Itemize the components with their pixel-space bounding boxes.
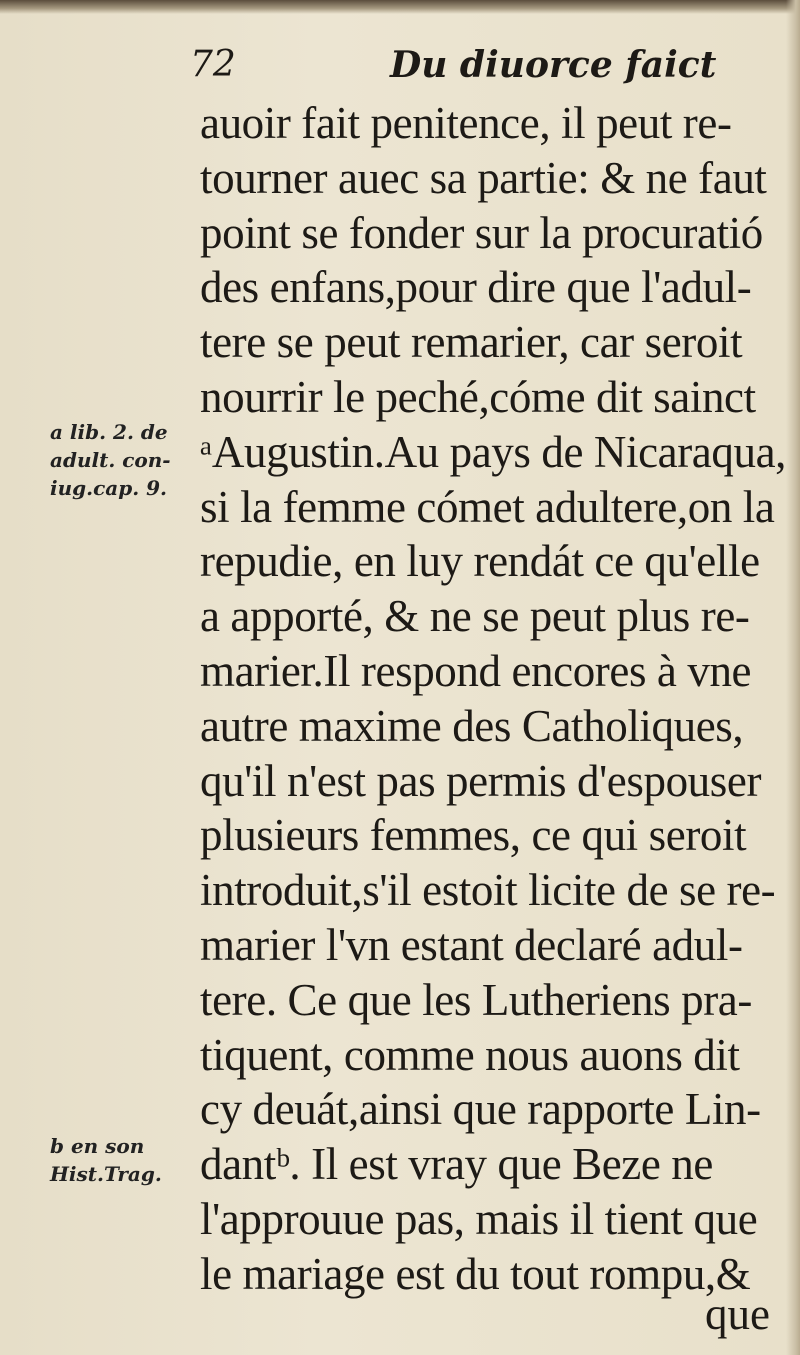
text-line: des enfans,pour dire que l'adul- [200,262,752,313]
marginal-note-a [50,418,200,502]
page-top-edge [0,0,800,14]
page-number: 72 [190,44,236,85]
text-line: plusieurs femmes, ce qui seroit [200,810,747,861]
marginal-note-b [50,1132,200,1188]
text-line: point se fonder sur la procuratió [200,207,763,258]
text-line: cy deuát,ainsi que rapporte Lin- [200,1084,761,1135]
marginal-note-line: Hist.Trag. [50,1162,162,1186]
text-line: le mariage est du tout rompu,& [200,1248,751,1299]
catchword: que [705,1289,770,1339]
running-head [190,44,770,96]
text-line: tourner auec sa partie: & ne faut [200,152,767,203]
text-line: a apporté, & ne se peut plus re- [200,591,750,642]
text-line: nourrir le peché,cóme dit sainct [200,371,756,422]
marginal-note-line: iug.cap. 9. [50,476,168,500]
text-line: repudie, en luy rendát ce qu'elle [200,536,760,587]
text-line: tere se peut remarier, car seroit [200,317,743,368]
text-line: introduit,s'il estoit licite de se re- [200,865,776,916]
marginal-note-line: adult. con- [50,448,171,472]
running-title: Du diuorce faict [390,44,717,86]
text-line: ᵃAugustin.Au pays de Nicaraqua, [200,426,787,477]
text-line: tiquent, comme nous auons dit [200,1029,740,1080]
text-line: auoir fait penitence, il peut re- [200,98,732,148]
text-line: marier.Il respond encores à vne [200,645,752,696]
marginal-note-line: b en son [50,1134,145,1158]
text-line: marier l'vn estant declaré adul- [200,919,743,970]
main-text-block [200,96,792,1302]
text-line: tere. Ce que les Lutheriens pra- [200,974,752,1025]
marginal-note-line: a lib. 2. de [50,420,168,444]
text-line: si la femme cómet adultere,on la [200,481,775,532]
text-line: qu'il n'est pas permis d'espouser [200,755,762,806]
text-line: dantᵇ. Il est vray que Beze ne [200,1139,713,1190]
text-line: autre maxime des Catholiques, [200,700,744,751]
text-line: l'approuue pas, mais il tient que [200,1193,758,1244]
